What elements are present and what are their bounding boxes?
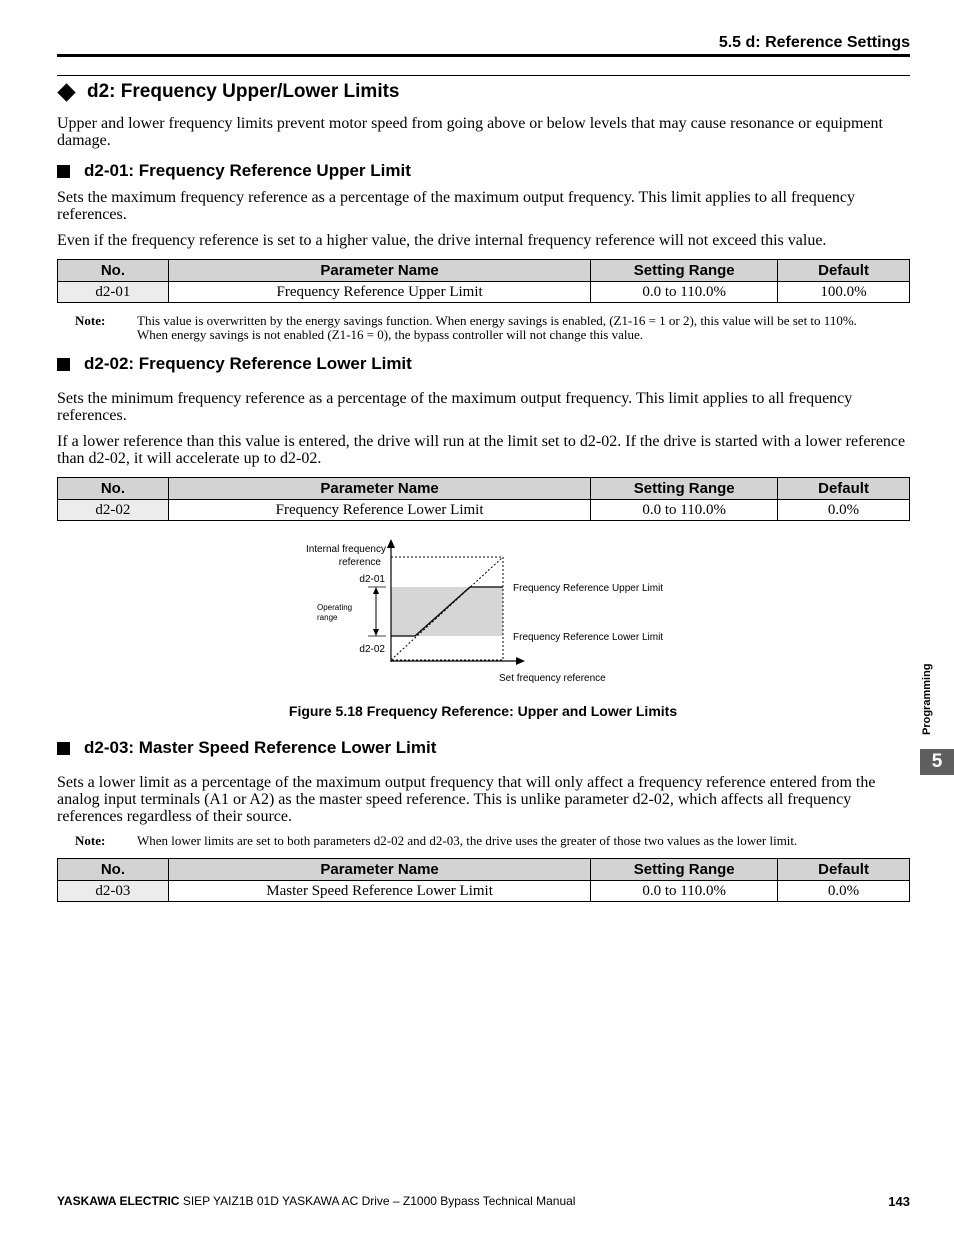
d2-03-para1: Sets a lower limit as a percentage of the maximum output frequency that will only affect a frequency reference entered from the analog input terminals (A1 or A2) as the master speed reference. This is unlike parameter d2-02, which affects all frequency references regardless of their source. bbox=[57, 774, 876, 825]
section-intro: Upper and lower frequency limits prevent motor speed from going above or below levels that may cause resonance or equipment damage. bbox=[57, 115, 883, 149]
col-header-no: No. bbox=[58, 859, 169, 881]
y-axis-label-2: reference bbox=[338, 557, 381, 568]
d2-03-note bbox=[75, 834, 910, 848]
col-header-range: Setting Range bbox=[591, 478, 778, 500]
d2-03-parameter-table bbox=[57, 858, 910, 902]
operating-range-band bbox=[391, 587, 503, 636]
param-name: Master Speed Reference Lower Limit bbox=[168, 881, 590, 902]
footer-brand: YASKAWA ELECTRIC bbox=[57, 1194, 180, 1208]
upper-limit-tick-label: d2-01 bbox=[359, 574, 385, 585]
param-no: d2-03 bbox=[58, 881, 169, 902]
figure-caption: Figure 5.18 Frequency Reference: Upper and Lower Limits bbox=[288, 703, 678, 719]
y-axis-label-1: Internal frequency bbox=[305, 544, 386, 555]
note-line-1: This value is overwritten by the energy savings function. When energy savings is enabled, (Z1-16 = 1 or 2), this value will be set to 110%. bbox=[137, 313, 857, 328]
section-title: d2: Frequency Upper/Lower Limits bbox=[87, 81, 400, 102]
col-header-range: Setting Range bbox=[591, 260, 778, 282]
param-range: 0.0 to 110.0% bbox=[591, 881, 778, 902]
x-axis-label: Set frequency reference bbox=[499, 673, 606, 684]
col-header-name: Parameter Name bbox=[168, 478, 590, 500]
param-no: d2-02 bbox=[58, 500, 169, 521]
d2-03-title: d2-03: Master Speed Reference Lower Limit bbox=[84, 738, 437, 757]
chapter-number-tab: 5 bbox=[920, 749, 954, 775]
upper-limit-label: Frequency Reference Upper Limit bbox=[513, 583, 664, 594]
col-header-range: Setting Range bbox=[591, 859, 778, 881]
note-line-2: When energy savings is not enabled (Z1-16 = 0), the bypass controller will not change this value. bbox=[137, 327, 644, 342]
d2-02-para2: If a lower reference than this value is entered, the drive will run at the limit set to d2-02. If the drive is started with a lower reference than d2-02, it will accelerate up to d2-02. bbox=[57, 433, 906, 467]
param-range: 0.0 to 110.0% bbox=[591, 282, 778, 303]
page-number: 143 bbox=[888, 1194, 910, 1209]
col-header-no: No. bbox=[58, 260, 169, 282]
note-label: Note: bbox=[75, 833, 106, 848]
param-range: 0.0 to 110.0% bbox=[591, 500, 778, 521]
col-header-name: Parameter Name bbox=[168, 260, 590, 282]
col-header-default: Default bbox=[778, 260, 910, 282]
range-arrow-down-icon bbox=[373, 629, 379, 636]
table-header-row bbox=[58, 859, 910, 881]
d2-02-para1: Sets the minimum frequency reference as a percentage of the maximum output frequency. This limit applies to all frequency references. bbox=[57, 390, 853, 424]
square-bullet-icon bbox=[57, 742, 70, 755]
table-row bbox=[58, 881, 910, 902]
note-text: When lower limits are set to both parameters d2-02 and d2-03, the drive uses the greater of those two values as the lower limit. bbox=[137, 833, 798, 848]
param-default: 100.0% bbox=[778, 282, 910, 303]
d2-02-title: d2-02: Frequency Reference Lower Limit bbox=[84, 354, 412, 373]
range-arrow-up-icon bbox=[373, 587, 379, 594]
chapter-side-label: Programming bbox=[921, 663, 933, 735]
param-default: 0.0% bbox=[778, 881, 910, 902]
y-axis-arrow-icon bbox=[387, 539, 395, 548]
running-header: 5.5 d: Reference Settings bbox=[718, 34, 910, 51]
footer-doc-info bbox=[57, 1194, 575, 1208]
param-name: Frequency Reference Lower Limit bbox=[168, 500, 590, 521]
col-header-no: No. bbox=[58, 478, 169, 500]
param-no: d2-01 bbox=[58, 282, 169, 303]
param-default: 0.0% bbox=[778, 500, 910, 521]
col-header-name: Parameter Name bbox=[168, 859, 590, 881]
d2-03-heading bbox=[57, 738, 436, 758]
lower-limit-label: Frequency Reference Lower Limit bbox=[513, 632, 664, 643]
d2-01-para1: Sets the maximum frequency reference as a percentage of the maximum output frequency. This limit applies to all frequency references. bbox=[57, 189, 855, 223]
note-label: Note: bbox=[75, 313, 106, 328]
range-label-2: range bbox=[317, 613, 338, 622]
footer-doc: SIEP YAIZ1B 01D YASKAWA AC Drive – Z1000 Bypass Technical Manual bbox=[182, 1194, 576, 1208]
range-label-1: Operating bbox=[317, 603, 353, 612]
col-header-default: Default bbox=[778, 478, 910, 500]
x-axis-arrow-icon bbox=[516, 657, 525, 665]
param-name: Frequency Reference Upper Limit bbox=[168, 282, 590, 303]
d2-01-title: d2-01: Frequency Reference Upper Limit bbox=[84, 161, 411, 180]
col-header-default: Default bbox=[778, 859, 910, 881]
lower-limit-tick-label: d2-02 bbox=[359, 644, 385, 655]
d2-01-para2: Even if the frequency reference is set to a higher value, the drive internal frequency reference will not exceed this value. bbox=[57, 232, 827, 249]
